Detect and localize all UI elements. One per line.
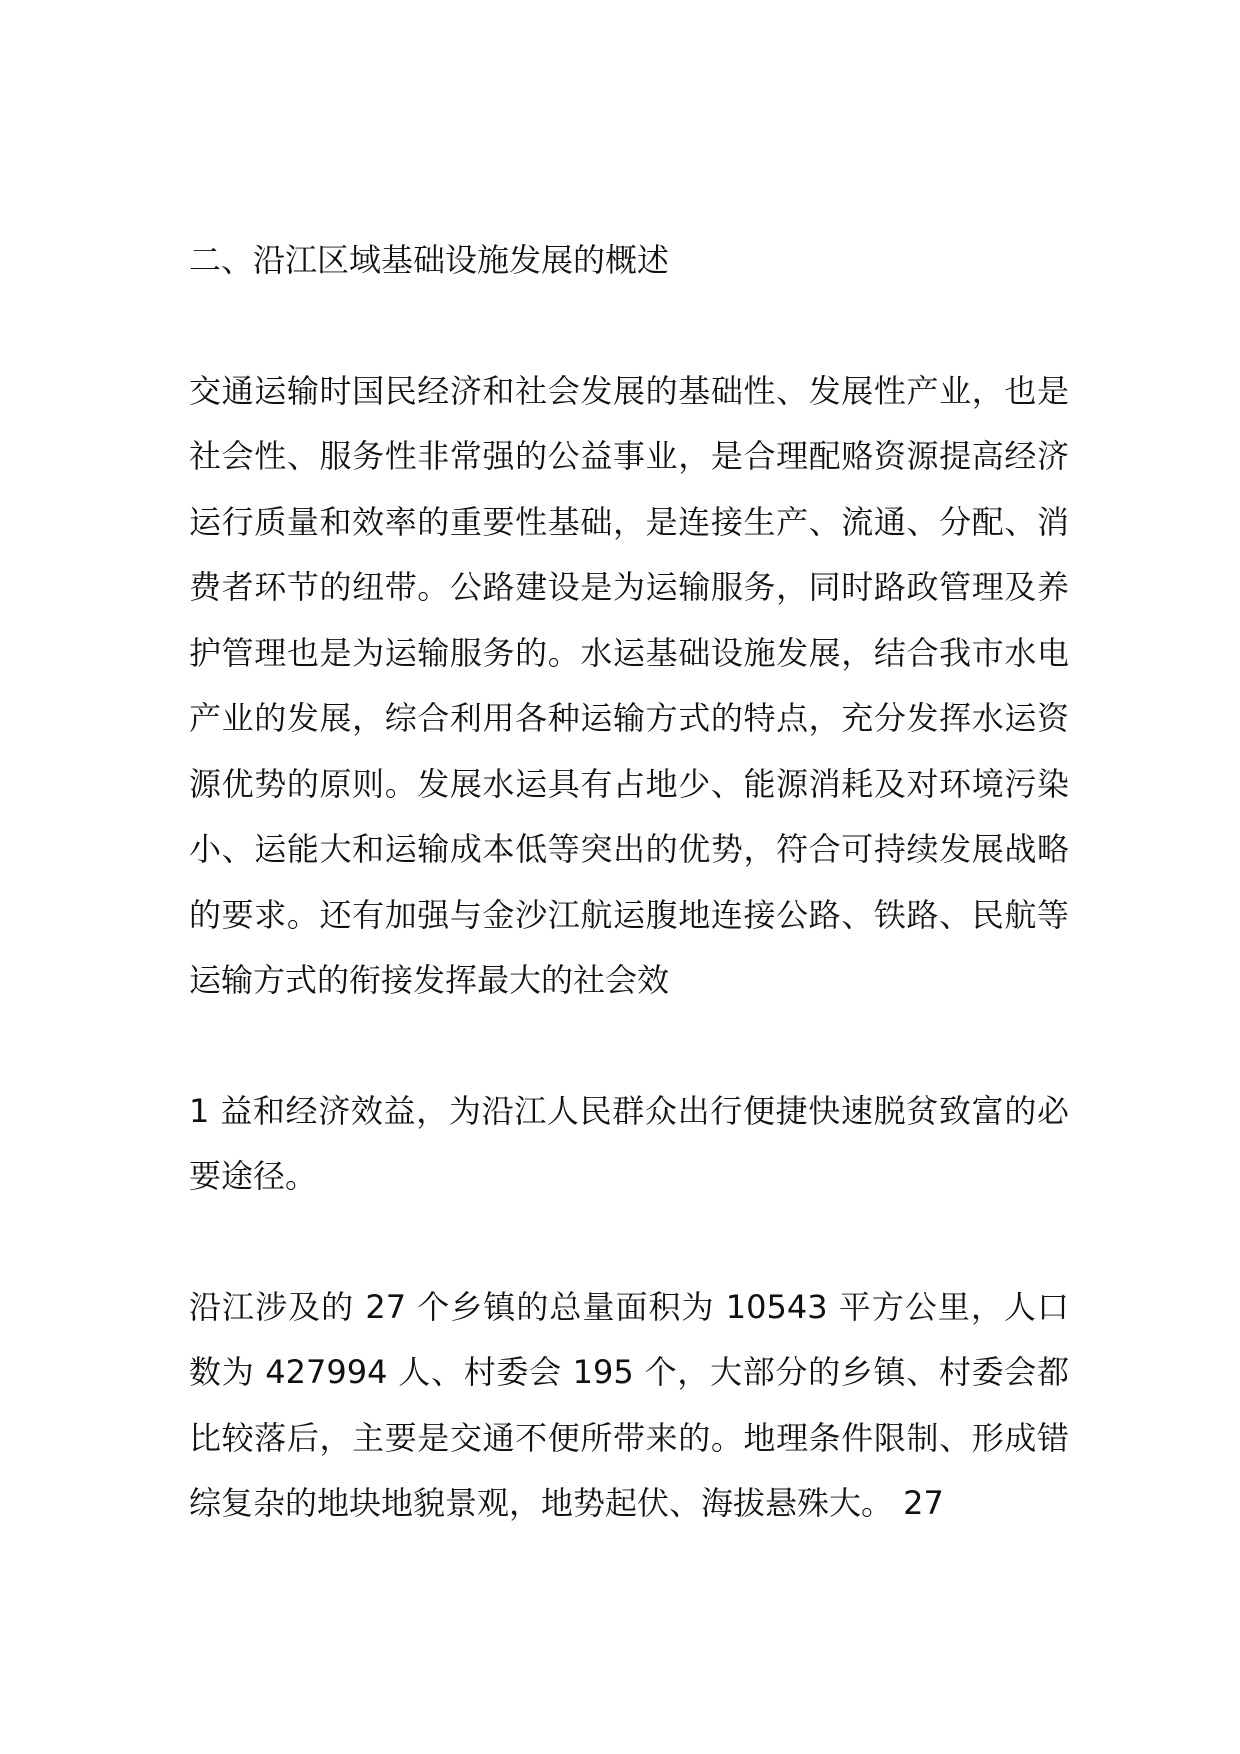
paragraph-transport-overview: 交通运输时国民经济和社会发展的基础性、发展性产业，也是社会性、服务性非常强的公益事业，是合理配赂资源提高经济运行质量和效率的重要性基础，是连接生产、流通、分配、消费者环节的纽带。公路建设是为运输服务，同时路政管理及养护管理也是为运输服务的。水运基础设施发展，结合我市水电产业的发展，综合利用各种运输方式的特点，充分发挥水运资源优势的原则。发展水运具有占地少、能源消耗及对环境污染小、运能大和运输成本低等突出的优势，符合可持续发展战略的要求。还有加强与金沙江航运腹地连接公路、铁路、民航等运输方式的衔接发挥最大的社会效 [189,371,1069,999]
section-heading: 二、沿江区域基础设施发展的概述 [189,241,670,279]
paragraph-continuation: 1 益和经济效益，为沿江人民群众出行便捷快速脱贫致富的必要途径。 [189,1091,1069,1195]
paragraph-township-statistics: 沿江涉及的 27 个乡镇的总量面积为 10543 平方公里，人口数为 427994 人、村委会 195 个，大部分的乡镇、村委会都比较落后，主要是交通不便所带来的。地理条件限制、形成错综复杂的地块地貌景观，地势起伏、海拔悬殊大。 27 [189,1287,1069,1522]
document-body [189,228,1069,1537]
